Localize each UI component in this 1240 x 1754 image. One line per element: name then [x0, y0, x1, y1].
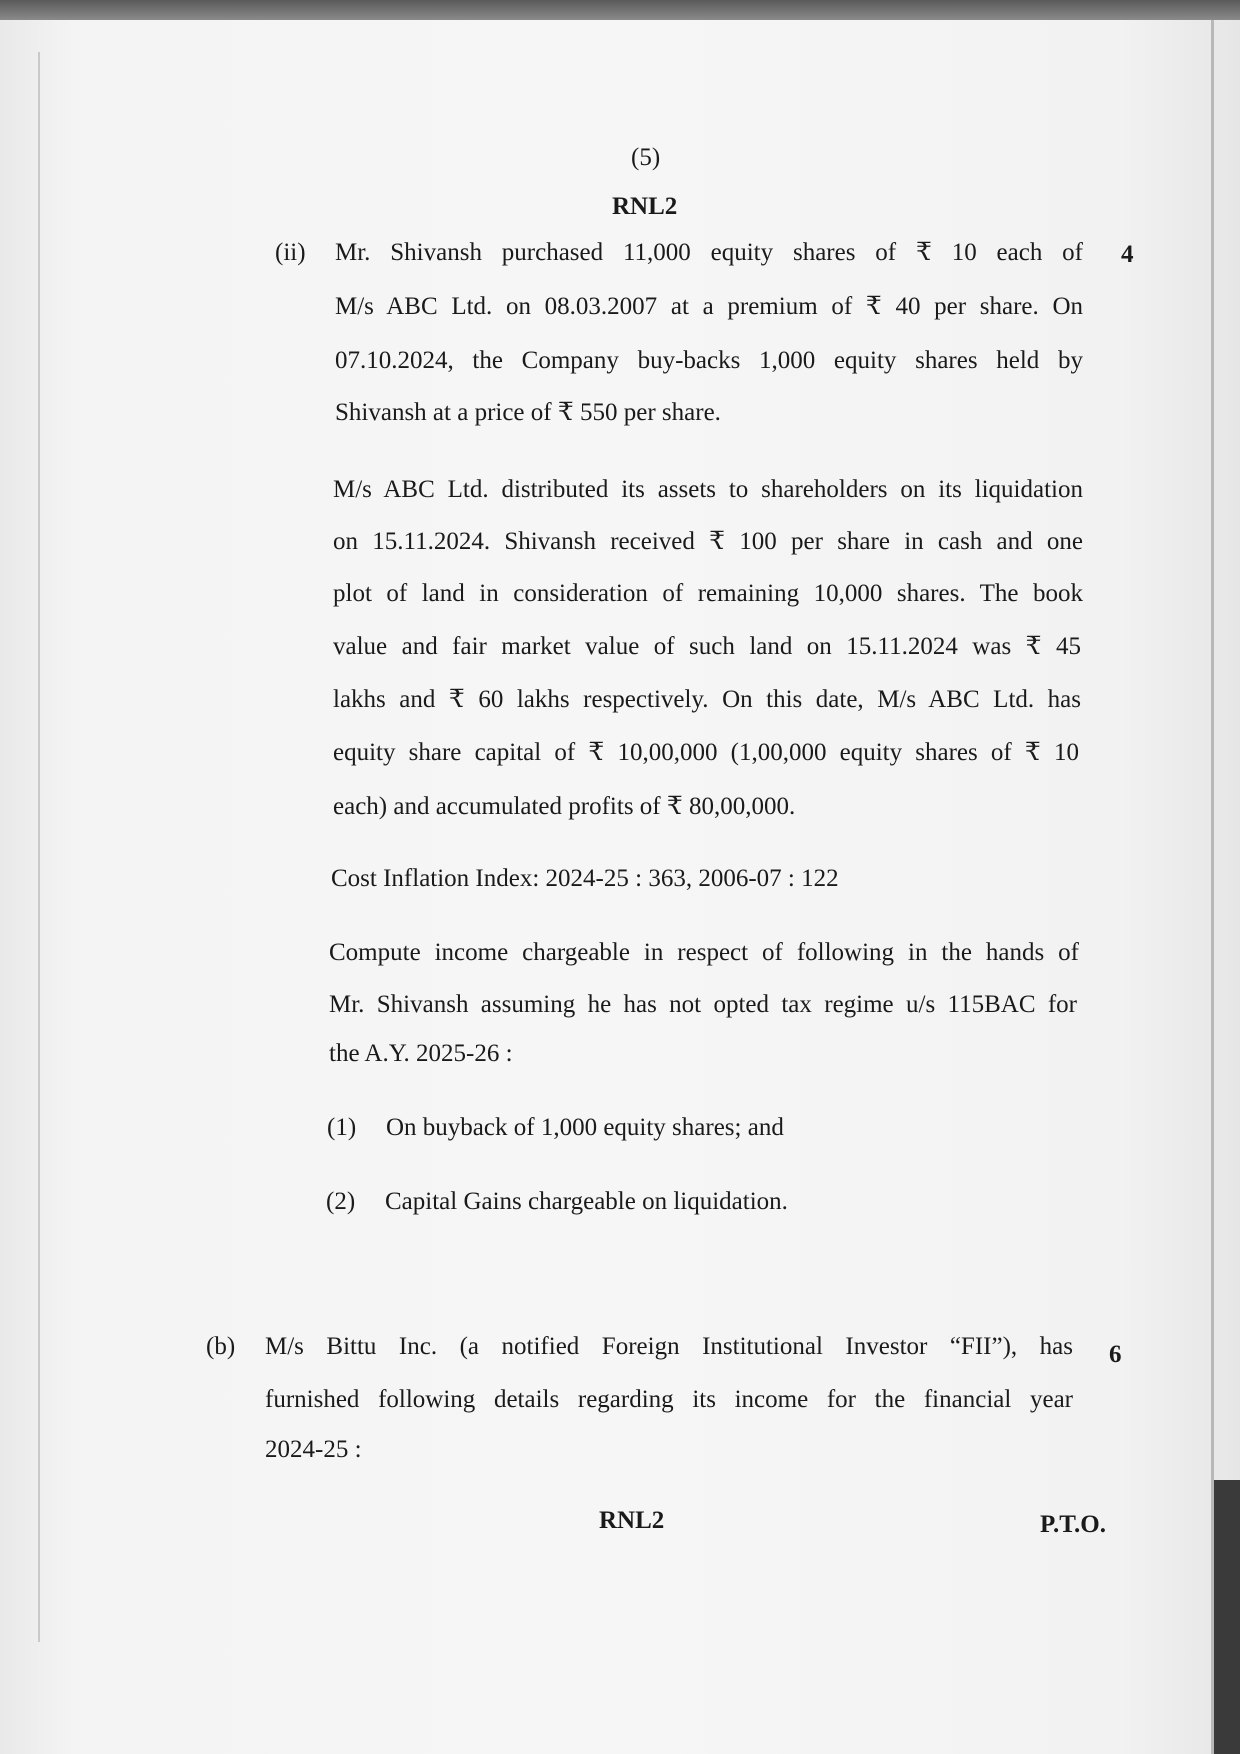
question-b-line: 2024-25 : — [265, 1436, 362, 1463]
header-code: RNL2 — [612, 193, 678, 220]
liquidation-line: equity share capital of ₹ 10,00,000 (1,00,000 equity shares of ₹ 10 — [333, 739, 1079, 766]
list-item-number: (2) — [326, 1188, 356, 1215]
question-ii-line: Shivansh at a price of ₹ 550 per share. — [335, 399, 721, 426]
question-b-line: M/s Bittu Inc. (a notified Foreign Institutional Investor “FII”), has — [265, 1333, 1073, 1360]
question-ii-marks: 4 — [1121, 241, 1134, 268]
question-ii-line: M/s ABC Ltd. on 08.03.2007 at a premium of ₹ 40 per share. On — [335, 293, 1083, 320]
compute-line: the A.Y. 2025-26 : — [329, 1040, 513, 1067]
scan-top-edge — [0, 0, 1240, 20]
liquidation-line: on 15.11.2024. Shivansh received ₹ 100 per share in cash and one — [333, 528, 1083, 555]
question-b-line: furnished following details regarding its income for the financial year — [265, 1386, 1073, 1413]
liquidation-line: M/s ABC Ltd. distributed its assets to shareholders on its liquidation — [333, 476, 1083, 503]
liquidation-line: plot of land in consideration of remaining 10,000 shares. The book — [333, 580, 1083, 607]
question-b-label: (b) — [206, 1333, 236, 1360]
liquidation-line: lakhs and ₹ 60 lakhs respectively. On this date, M/s ABC Ltd. has — [333, 686, 1081, 713]
compute-line: Mr. Shivansh assuming he has not opted tax regime u/s 115BAC for — [329, 991, 1077, 1018]
margin-line — [38, 52, 40, 1642]
cost-inflation-index: Cost Inflation Index: 2024-25 : 363, 2006-07 : 122 — [331, 865, 839, 892]
scan-right-shadow — [1214, 1480, 1240, 1754]
list-item-number: (1) — [327, 1114, 357, 1141]
page-number: (5) — [631, 144, 661, 171]
footer-code: RNL2 — [599, 1507, 665, 1534]
question-b-marks: 6 — [1109, 1341, 1122, 1368]
pto-label: P.T.O. — [1040, 1511, 1106, 1538]
question-ii-label: (ii) — [275, 239, 306, 266]
liquidation-line: each) and accumulated profits of ₹ 80,00,000. — [333, 793, 796, 820]
question-ii-line: Mr. Shivansh purchased 11,000 equity shares of ₹ 10 each of — [335, 239, 1083, 266]
question-ii-line: 07.10.2024, the Company buy-backs 1,000 equity shares held by — [335, 347, 1083, 374]
list-item-text: Capital Gains chargeable on liquidation. — [385, 1188, 788, 1215]
compute-line: Compute income chargeable in respect of following in the hands of — [329, 939, 1079, 966]
liquidation-line: value and fair market value of such land on 15.11.2024 was ₹ 45 — [333, 633, 1081, 660]
list-item-text: On buyback of 1,000 equity shares; and — [386, 1114, 784, 1141]
